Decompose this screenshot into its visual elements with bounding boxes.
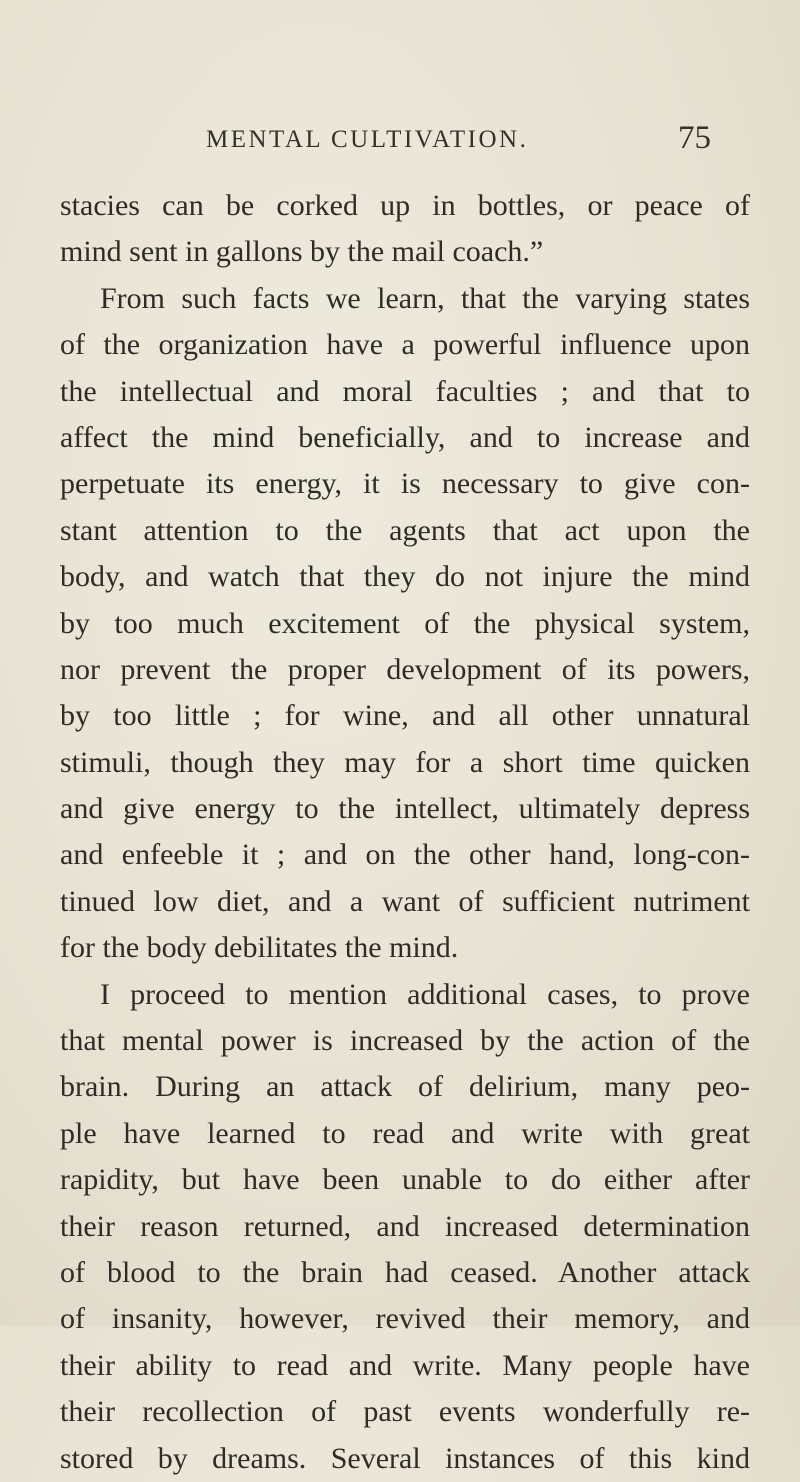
text-line: nor prevent the proper development of its powers, (60, 652, 750, 686)
text-line: body, and watch that they do not injure the mind (60, 560, 750, 594)
text-line: rapidity, but have been unable to do either after (60, 1163, 750, 1197)
text-line: perpetuate its energy, it is necessary to give con- (60, 467, 750, 501)
paragraph-start-line: From such facts we learn, that the varying states (100, 281, 750, 315)
text-line: the intellectual and moral faculties ; and that to (60, 374, 750, 408)
body-text (60, 183, 750, 1482)
text-line: of insanity, however, revived their memory, and (60, 1302, 750, 1336)
text-line: brain. During an attack of delirium, many peo- (60, 1070, 750, 1104)
text-line: their reason returned, and increased determination (60, 1209, 750, 1243)
running-head (0, 120, 800, 166)
text-line: ple have learned to read and write with great (60, 1116, 750, 1150)
text-line: by too much excitement of the physical system, (60, 606, 750, 640)
text-line: affect the mind beneficially, and to increase and (60, 420, 750, 454)
text-line: mind sent in gallons by the mail coach.” (60, 235, 544, 269)
text-line: that mental power is increased by the action of the (60, 1024, 750, 1058)
running-title: MENTAL CULTIVATION. (206, 126, 529, 153)
text-line: their ability to read and write. Many people have (60, 1348, 750, 1382)
text-line: by too little ; for wine, and all other unnatural (60, 699, 750, 733)
text-line: stored by dreams. Several instances of this kind (60, 1441, 750, 1475)
text-line: stacies can be corked up in bottles, or peace of (60, 189, 750, 222)
text-line: and enfeeble it ; and on the other hand, long-con- (60, 838, 750, 872)
text-line: of the organization have a powerful influence upon (60, 328, 750, 362)
text-line: of blood to the brain had ceased. Another attack (60, 1255, 750, 1289)
text-line: their recollection of past events wonderfully re- (60, 1395, 750, 1429)
text-line: for the body debilitates the mind. (60, 931, 459, 965)
text-line: and give energy to the intellect, ultimately depress (60, 792, 750, 826)
page-number: 75 (678, 120, 711, 156)
text-line: stimuli, though they may for a short time quicken (60, 745, 750, 779)
text-line: stant attention to the agents that act upon the (60, 513, 750, 547)
text-line: tinued low diet, and a want of sufficient nutriment (60, 884, 750, 918)
paragraph-start-line: I proceed to mention additional cases, to prove (100, 977, 750, 1011)
